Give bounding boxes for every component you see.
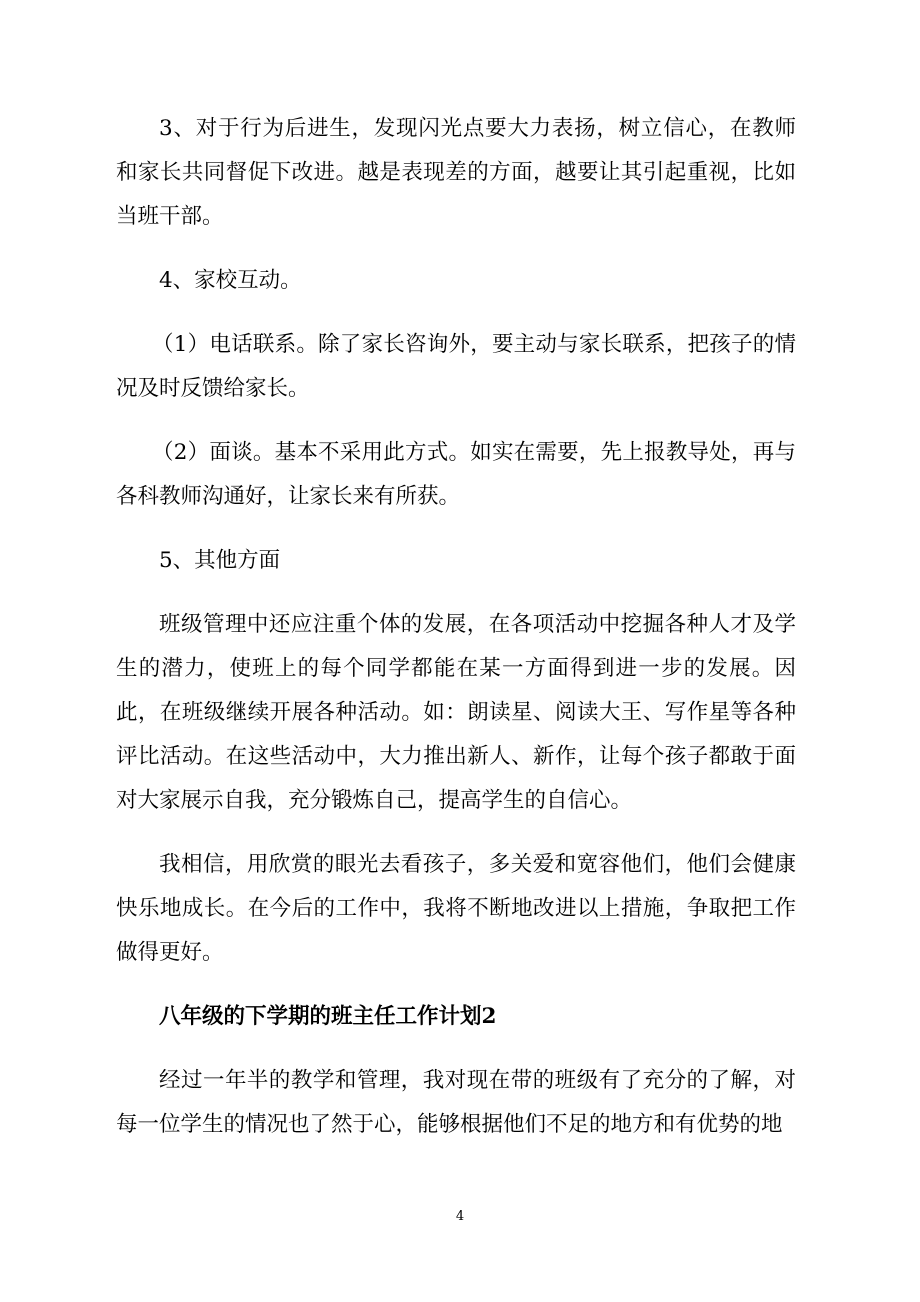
paragraph-other-aspects: 5、其他方面 xyxy=(159,548,281,573)
page-number: 4 xyxy=(455,1209,465,1224)
document-body xyxy=(116,107,796,1167)
paragraph-plan-intro: 经过一年半的教学和管理，我对现在带的班级有了充分的了解，对每一位学生的情况也了然于心，能够根据他们不足的地方和有优势的地 xyxy=(116,1068,796,1137)
paragraph-phone-contact: （1）电话联系。除了家长咨询外，要主动与家长联系，把孩子的情况及时反馈给家长。 xyxy=(116,332,796,401)
paragraph-conclusion: 我相信，用欣赏的眼光去看孩子，多关爱和宽容他们，他们会健康快乐地成长。在今后的工作中，我将不断地改进以上措施，争取把工作做得更好。 xyxy=(116,852,796,965)
paragraph-class-management: 班级管理中还应注重个体的发展，在各项活动中挖掘各种人才及学生的潜力，使班上的每个同学都能在某一方面得到进一步的发展。因此，在班级继续开展各种活动。如：朗读星、阅读大王、写作星等各种评比活动。在这些活动中，大力推出新人、新作，让每个孩子都敢于面对大家展示自我，充分锻炼自己，提高学生的自信心。 xyxy=(116,612,796,813)
paragraph-behavior-students: 3、对于行为后进生，发现闪光点要大力表扬，树立信心，在教师和家长共同督促下改进。越是表现差的方面，越要让其引起重视，比如当班干部。 xyxy=(116,116,796,229)
paragraph-home-school-interaction: 4、家校互动。 xyxy=(159,268,302,293)
paragraph-face-to-face: （2）面谈。基本不采用此方式。如实在需要，先上报教导处，再与各科教师沟通好，让家长来有所获。 xyxy=(116,440,796,509)
section-heading: 八年级的下学期的班主任工作计划2 xyxy=(159,1004,497,1029)
